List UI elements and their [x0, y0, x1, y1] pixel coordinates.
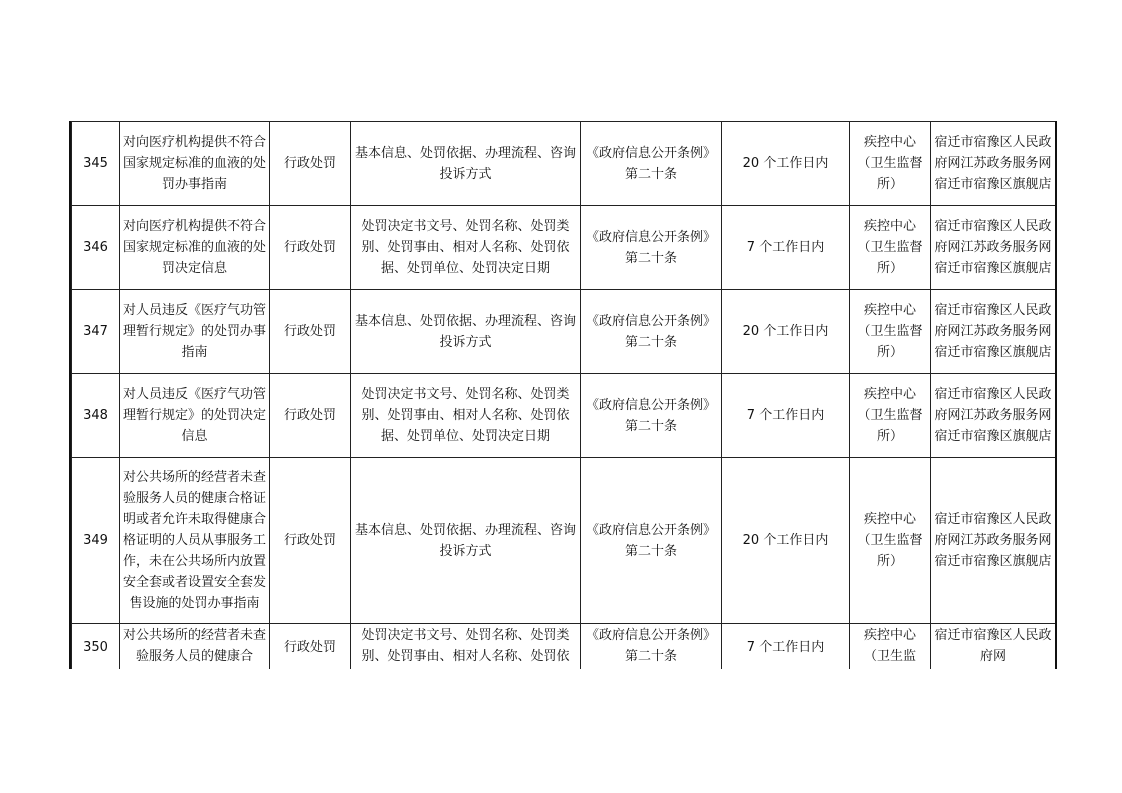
channel: 宿迁市宿豫区人民政府网 [931, 624, 1056, 670]
deadline: 20 个工作日内 [722, 458, 850, 624]
item-name: 对人员违反《医疗气功管理暂行规定》的处罚决定信息 [120, 374, 270, 458]
disclosure-content: 处罚决定书文号、处罚名称、处罚类别、处罚事由、相对人名称、处罚依 [351, 624, 581, 670]
department: 疾控中心（卫生监督所） [850, 458, 931, 624]
channel: 宿迁市宿豫区人民政府网江苏政务服务网宿迁市宿豫区旗舰店 [931, 458, 1056, 624]
disclosure-content: 处罚决定书文号、处罚名称、处罚类别、处罚事由、相对人名称、处罚依据、处罚单位、处罚决定日期 [351, 206, 581, 290]
deadline: 7 个工作日内 [722, 374, 850, 458]
category: 行政处罚 [270, 374, 351, 458]
item-name: 对公共场所的经营者未查验服务人员的健康合格证明或者允许未取得健康合格证明的人员从事服务工作，未在公共场所内放置安全套或者设置安全套发售设施的处罚办事指南 [120, 458, 270, 624]
deadline: 20 个工作日内 [722, 122, 850, 206]
disclosure-table [71, 121, 1056, 669]
deadline: 7 个工作日内 [722, 624, 850, 670]
item-name: 对人员违反《医疗气功管理暂行规定》的处罚办事指南 [120, 290, 270, 374]
item-name: 对向医疗机构提供不符合国家规定标准的血液的处罚决定信息 [120, 206, 270, 290]
table-row [72, 122, 1056, 206]
channel: 宿迁市宿豫区人民政府网江苏政务服务网宿迁市宿豫区旗舰店 [931, 206, 1056, 290]
disclosure-content: 基本信息、处罚依据、办理流程、咨询投诉方式 [351, 458, 581, 624]
department: 疾控中心（卫生监督所） [850, 206, 931, 290]
disclosure-content: 基本信息、处罚依据、办理流程、咨询投诉方式 [351, 122, 581, 206]
category: 行政处罚 [270, 290, 351, 374]
legal-basis: 《政府信息公开条例》第二十条 [581, 458, 722, 624]
legal-basis: 《政府信息公开条例》第二十条 [581, 374, 722, 458]
row-number: 349 [72, 458, 120, 624]
row-number: 346 [72, 206, 120, 290]
legal-basis: 《政府信息公开条例》第二十条 [581, 122, 722, 206]
category: 行政处罚 [270, 458, 351, 624]
channel: 宿迁市宿豫区人民政府网江苏政务服务网宿迁市宿豫区旗舰店 [931, 122, 1056, 206]
row-number: 350 [72, 624, 120, 670]
department: 疾控中心（卫生监 [850, 624, 931, 670]
item-name: 对向医疗机构提供不符合国家规定标准的血液的处罚办事指南 [120, 122, 270, 206]
department: 疾控中心（卫生监督所） [850, 122, 931, 206]
legal-basis: 《政府信息公开条例》第二十条 [581, 624, 722, 670]
table-row [72, 206, 1056, 290]
row-number: 347 [72, 290, 120, 374]
category: 行政处罚 [270, 122, 351, 206]
channel: 宿迁市宿豫区人民政府网江苏政务服务网宿迁市宿豫区旗舰店 [931, 290, 1056, 374]
deadline: 7 个工作日内 [722, 206, 850, 290]
row-number: 348 [72, 374, 120, 458]
table-row [72, 458, 1056, 624]
department: 疾控中心（卫生监督所） [850, 290, 931, 374]
legal-basis: 《政府信息公开条例》第二十条 [581, 290, 722, 374]
category: 行政处罚 [270, 624, 351, 670]
row-number: 345 [72, 122, 120, 206]
legal-basis: 《政府信息公开条例》第二十条 [581, 206, 722, 290]
disclosure-table-wrapper [69, 121, 1057, 669]
item-name: 对公共场所的经营者未查验服务人员的健康合 [120, 624, 270, 670]
deadline: 20 个工作日内 [722, 290, 850, 374]
table-row [72, 374, 1056, 458]
table-row [72, 290, 1056, 374]
disclosure-content: 基本信息、处罚依据、办理流程、咨询投诉方式 [351, 290, 581, 374]
channel: 宿迁市宿豫区人民政府网江苏政务服务网宿迁市宿豫区旗舰店 [931, 374, 1056, 458]
category: 行政处罚 [270, 206, 351, 290]
disclosure-content: 处罚决定书文号、处罚名称、处罚类别、处罚事由、相对人名称、处罚依据、处罚单位、处罚决定日期 [351, 374, 581, 458]
department: 疾控中心（卫生监督所） [850, 374, 931, 458]
table-row [72, 624, 1056, 670]
